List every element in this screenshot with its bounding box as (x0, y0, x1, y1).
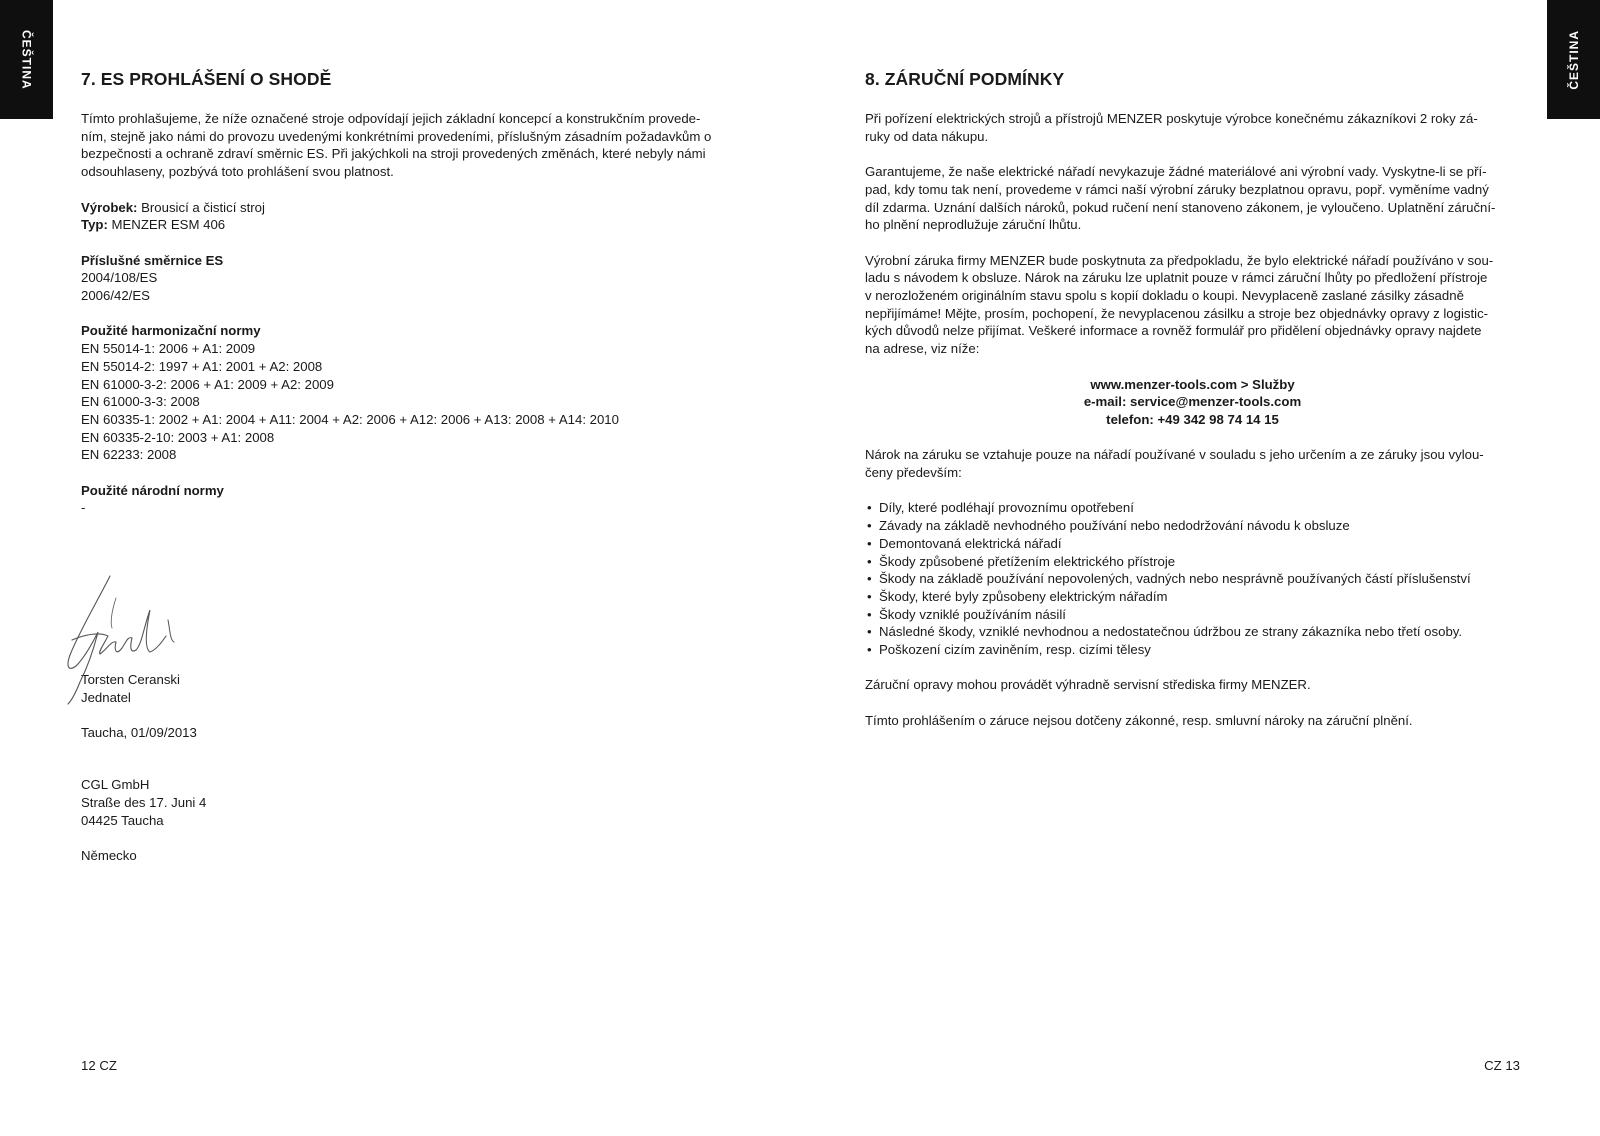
left-page (81, 68, 736, 882)
harmonized-heading: Použité harmonizační normy (81, 323, 261, 339)
national-standards-section (81, 482, 736, 517)
warranty-para-3 (865, 252, 1520, 358)
contact-web-link[interactable]: www.menzer-tools.com > Služby (1090, 376, 1295, 392)
text-line: Nárok na záruku se vztahuje pouze na nářadí používané v souladu s jeho určením a ze záruky jsou vylou- (865, 447, 1484, 463)
type-row (81, 216, 736, 234)
company-city: 04425 Taucha (81, 812, 164, 828)
list-item: • Následné škody, vzniklé nevhodnou a nedostatečnou údržbou ze strany zákazníka nebo třetí osoby. (865, 623, 1520, 641)
text-line: Při pořízení elektrických strojů a přístrojů MENZER poskytuje výrobce konečnému zákazníkovi 2 roky zá- (865, 111, 1478, 126)
contact-block (865, 376, 1520, 429)
text-line: ho plnění neprodlužuje záruční lhůtu. (865, 217, 1082, 233)
standard-item: EN 61000-3-3: 2008 (81, 394, 200, 410)
contact-phone: telefon: +49 342 98 74 14 15 (1106, 411, 1279, 427)
text-line: v nerozloženém originálním stavu spolu s kopií dokladu o koupi. Nevyplaceně zaslané zásilky zásadně (865, 288, 1464, 303)
contact-email-link[interactable]: e-mail: service@menzer-tools.com (1083, 394, 1302, 410)
signer-role: Jednatel (81, 689, 131, 705)
harmonized-standards-section (81, 322, 736, 464)
product-info (81, 199, 736, 234)
text-line: pad, kdy tomu tak není, provedeme v rámci naší výrobní záruky bezplatnou opravu, popř. vyměníme vadný (865, 181, 1489, 197)
text-line: ladu s návodem k obsluze. Nárok na záruku lze uplatnit pouze v rámci záruční lhůty po předložení přístroje (865, 270, 1488, 286)
text-line: na adrese, viz níže: (865, 341, 980, 357)
language-tab-left (0, 0, 53, 119)
company-country: Německo (81, 848, 137, 864)
text-line: Garantujeme, že naše elektrické nářadí nevykazuje žádné materiálové ani výrobní vady. Vyskytne-li se pří- (865, 164, 1487, 180)
type-label: Typ: (81, 217, 108, 233)
standard-item: EN 62233: 2008 (81, 447, 177, 463)
list-item: • Díly, které podléhají provoznímu opotřebení (865, 499, 1520, 517)
company-address (81, 776, 736, 829)
directives-section (81, 252, 736, 305)
warranty-para-1 (865, 110, 1520, 145)
intro-line: ním, stejně jako námi do provozu uvedenými konkrétními provedeními, příslušným zásadním požadavkům o (81, 128, 712, 144)
text-line: Výrobní záruka firmy MENZER bude poskytnuta za předpokladu, že bylo elektrické nářadí používáno v sou- (865, 252, 1494, 268)
directive-item: 2004/108/ES (81, 270, 158, 286)
standard-item: EN 61000-3-2: 2006 + A1: 2009 + A2: 2009 (81, 376, 334, 392)
product-label: Výrobek: (81, 199, 138, 215)
type-value: MENZER ESM 406 (107, 217, 226, 233)
standard-item: EN 60335-2-10: 2003 + A1: 2008 (81, 429, 275, 445)
list-item: • Škody způsobené přetížením elektrického přístroje (865, 553, 1520, 571)
warranty-para-4 (865, 446, 1520, 481)
warranty-heading: 8. ZÁRUČNÍ PODMÍNKY (865, 69, 1065, 89)
text-line: nepřijímáme! Mějte, prosím, pochopení, že nevyplacenou zásilku a stroje bez objednávky opravy z logistic- (865, 305, 1489, 321)
company-name: CGL GmbH (81, 777, 150, 793)
text-line: čeny především: (865, 465, 962, 480)
directives-heading: Příslušné směrnice ES (81, 252, 224, 268)
warranty-para-6: Tímto prohlášením o záruce nejsou dotčeny zákonné, resp. smluvní nároky na záruční plnění. (865, 712, 1413, 728)
directive-item: 2006/42/ES (81, 288, 150, 303)
standard-item: EN 60335-1: 2002 + A1: 2004 + A11: 2004 + A2: 2006 + A12: 2006 + A13: 2008 + A14: 2010 (81, 411, 619, 427)
product-value: Brousicí a čisticí stroj (137, 199, 265, 215)
intro-line: Tímto prohlašujeme, že níže označené stroje odpovídají jejich základní koncepcí a konstrukčním provede- (81, 111, 701, 126)
intro-line: odsouhlaseny, pozbývá toto prohlášení svou platnost. (81, 164, 394, 180)
declaration-heading: 7. ES PROHLÁŠENÍ O SHODĚ (81, 69, 332, 89)
intro-line: bezpečnosti a ochraně zdraví směrnic ES. Při jakýchkoli na stroji provedených změnách, které nebyly námi (81, 146, 706, 162)
company-street: Straße des 17. Juni 4 (81, 794, 207, 810)
declaration-intro (81, 110, 736, 181)
list-item: • Škody vzniklé používáním násilí (865, 606, 1520, 624)
text-line: kých důvodů nelze přijímat. Veškeré informace a rovněž formulář pro přidělení objednávky opravy najdete (865, 323, 1482, 339)
standard-item: EN 55014-2: 1997 + A1: 2001 + A2: 2008 (81, 358, 323, 374)
list-item: • Škody na základě používání nepovolených, vadných nebo nesprávně používaných částí příslušenství (865, 570, 1520, 588)
standard-item: EN 55014-1: 2006 + A1: 2009 (81, 341, 256, 357)
list-item: • Škody, které byly způsobeny elektrickým nářadím (865, 588, 1520, 606)
signer-name: Torsten Ceranski (81, 671, 180, 687)
text-line: ruky od data nákupu. (865, 128, 989, 144)
handwritten-signature (58, 570, 188, 705)
national-value: - (81, 500, 86, 516)
national-heading: Použité národní normy (81, 482, 224, 498)
list-item: • Demontovaná elektrická nářadí (865, 535, 1520, 553)
list-item: • Poškození cizím zaviněním, resp. cizími tělesy (865, 641, 1520, 659)
warranty-para-5: Záruční opravy mohou provádět výhradně servisní střediska firmy MENZER. (865, 677, 1311, 693)
page-number-right: CZ 13 (1484, 1058, 1520, 1073)
page-number-left: 12 CZ (81, 1058, 117, 1073)
place-date: Taucha, 01/09/2013 (81, 724, 197, 740)
right-page (865, 68, 1520, 747)
list-item: • Závady na základě nevhodného používání nebo nedodržování návodu k obsluze (865, 517, 1520, 535)
text-line: díl zdarma. Uznání dalších nároků, pokud ručení není stanoveno zákonem, je vyloučeno. Uplatnění záruční- (865, 199, 1496, 215)
product-row (81, 199, 736, 217)
language-tab-right (1547, 0, 1600, 119)
exclusions-list (865, 499, 1520, 658)
language-tab-left-label: ČEŠTINA (19, 29, 34, 90)
warranty-para-2 (865, 163, 1520, 234)
language-tab-right-label: ČEŠTINA (1566, 29, 1581, 90)
